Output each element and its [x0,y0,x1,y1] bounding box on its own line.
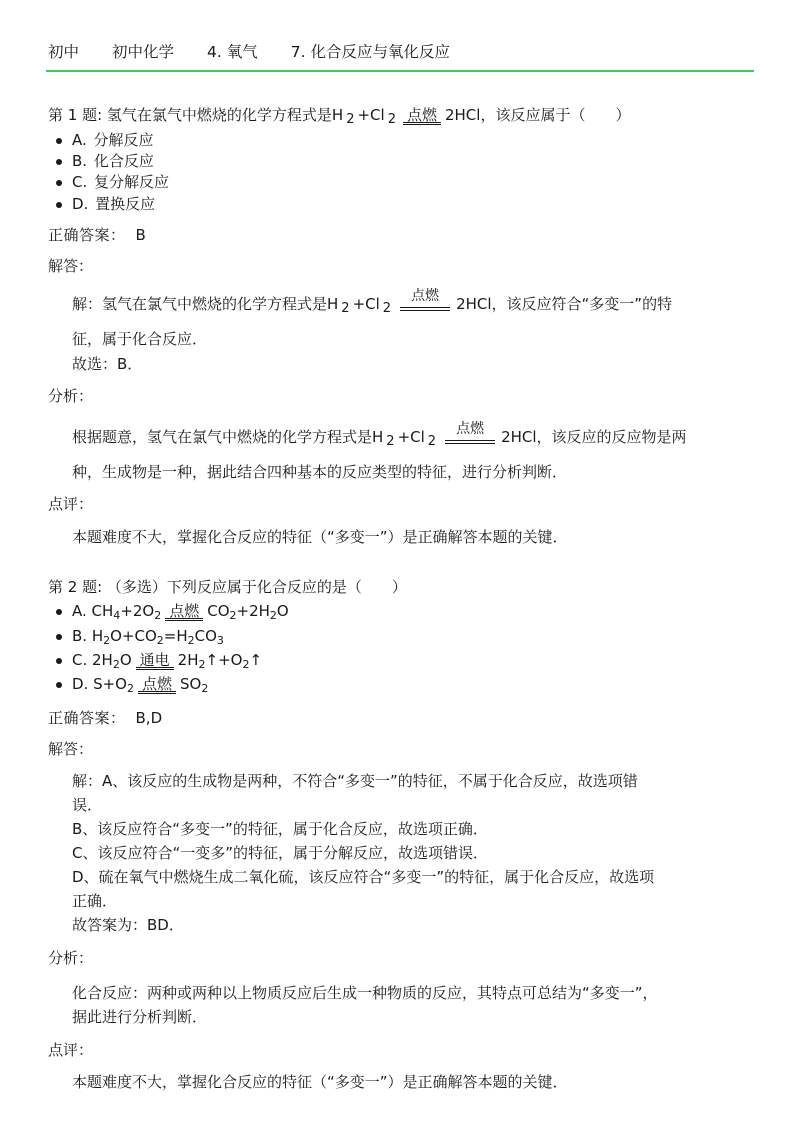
q2-solution-line: 正确． [72,892,118,910]
q1-option-b[interactable]: B. 化合反应 [72,152,154,170]
q1-solution-label: 解答： [48,257,94,275]
q2-correct-answer: 正确答案： B,D [48,709,163,727]
q2-option-d[interactable]: D. $S+O_2$ 点燃 $SO_2$ [72,675,209,695]
q2-solution-label: 解答： [48,740,94,758]
q2-answer-value: B,D [135,709,163,727]
reaction-condition: 点燃 [165,604,203,621]
q1-analysis-line: 根据题意，氢气在氯气中燃烧的化学方程式是H 2 +Cl 2 点燃 2HCl，该反应的反应物是两 [72,420,687,449]
reaction-condition: 通电 [136,653,174,670]
q2-option-a[interactable]: A. $CH_4+2O_2$ 点燃 $CO_2+2H_2O$ [72,602,289,622]
breadcrumb [48,40,754,62]
q2-title: 第 2 题: （多选）下列反应属于化合反应的是（ ） [48,578,407,596]
q1-answer-value: B [135,226,146,244]
equation-arrow: 点燃 [445,428,495,448]
q2-solution-line: 故答案为：BD． [72,916,184,934]
q2-solution-line: C、该反应符合“一变多”的特征，属于分解反应，故选项错误． [72,844,489,862]
q1-solution-line: 故选：B． [72,355,143,373]
breadcrumb-stage[interactable]: 初中 [48,43,80,61]
q1-comment: 本题难度不大，掌握化合反应的特征（“多变一”）是正确解答本题的关键． [72,528,568,546]
q1-analysis-line: 种，生成物是一种，据此结合四种基本的反应类型的特征，进行分析判断． [72,463,568,481]
q2-solution-line: D、硫在氧气中燃烧生成二氧化硫，该反应符合“多变一”的特征，属于化合反应，故选项 [72,868,655,886]
equation-arrow: 点燃 [400,295,450,315]
q2-analysis-line: 化合反应：两种或两种以上物质反应后生成一种物质的反应，其特点可总结为“多变一”， [72,984,658,1002]
q1-title: 第 1 题: 氢气在氯气中燃烧的化学方程式是H 2 +Cl 2 点燃 2HCl，该反应属于（ ） [48,106,631,127]
reaction-condition: 点燃 [403,108,441,125]
q2-analysis-label: 分析： [48,949,94,967]
q2-solution-line: 误． [72,796,103,814]
q1-analysis-label: 分析： [48,387,94,405]
header-divider [46,70,754,72]
q2-option-b[interactable]: B. $H_2O+CO_2=H_2CO_3$ [72,627,224,647]
q2-solution-line: B、该反应符合“多变一”的特征，属于化合反应，故选项正确． [72,820,488,838]
q2-solution-line: 解：A、该反应的生成物是两种，不符合“多变一”的特征，不属于化合反应，故选项错 [72,772,638,790]
breadcrumb-subject[interactable]: 初中化学 [112,43,175,61]
q2-analysis-line: 据此进行分析判断． [72,1008,208,1026]
q1-option-a[interactable]: A. 分解反应 [72,131,154,149]
breadcrumb-chapter[interactable]: 4. 氧气 [207,43,258,61]
q1-comment-label: 点评： [48,495,94,513]
q2-comment: 本题难度不大，掌握化合反应的特征（“多变一”）是正确解答本题的关键． [72,1073,568,1091]
q1-solution-line: 征，属于化合反应． [72,330,208,348]
q1-solution-line: 解：氢气在氯气中燃烧的化学方程式是H 2 +Cl 2 点燃 2HCl，该反应符合“多变一”的特 [72,287,673,316]
breadcrumb-section[interactable]: 7. 化合反应与氧化反应 [290,43,450,61]
q1-option-d[interactable]: D. 置换反应 [72,195,156,213]
reaction-condition: 点燃 [138,677,176,694]
q2-comment-label: 点评： [48,1041,94,1059]
q2-option-c[interactable]: C. $2H_2O$ 通电 $2H_2↑+O_2↑$ [72,651,263,671]
q1-option-c[interactable]: C. 复分解反应 [72,173,170,191]
q1-correct-answer: 正确答案： B [48,226,146,244]
